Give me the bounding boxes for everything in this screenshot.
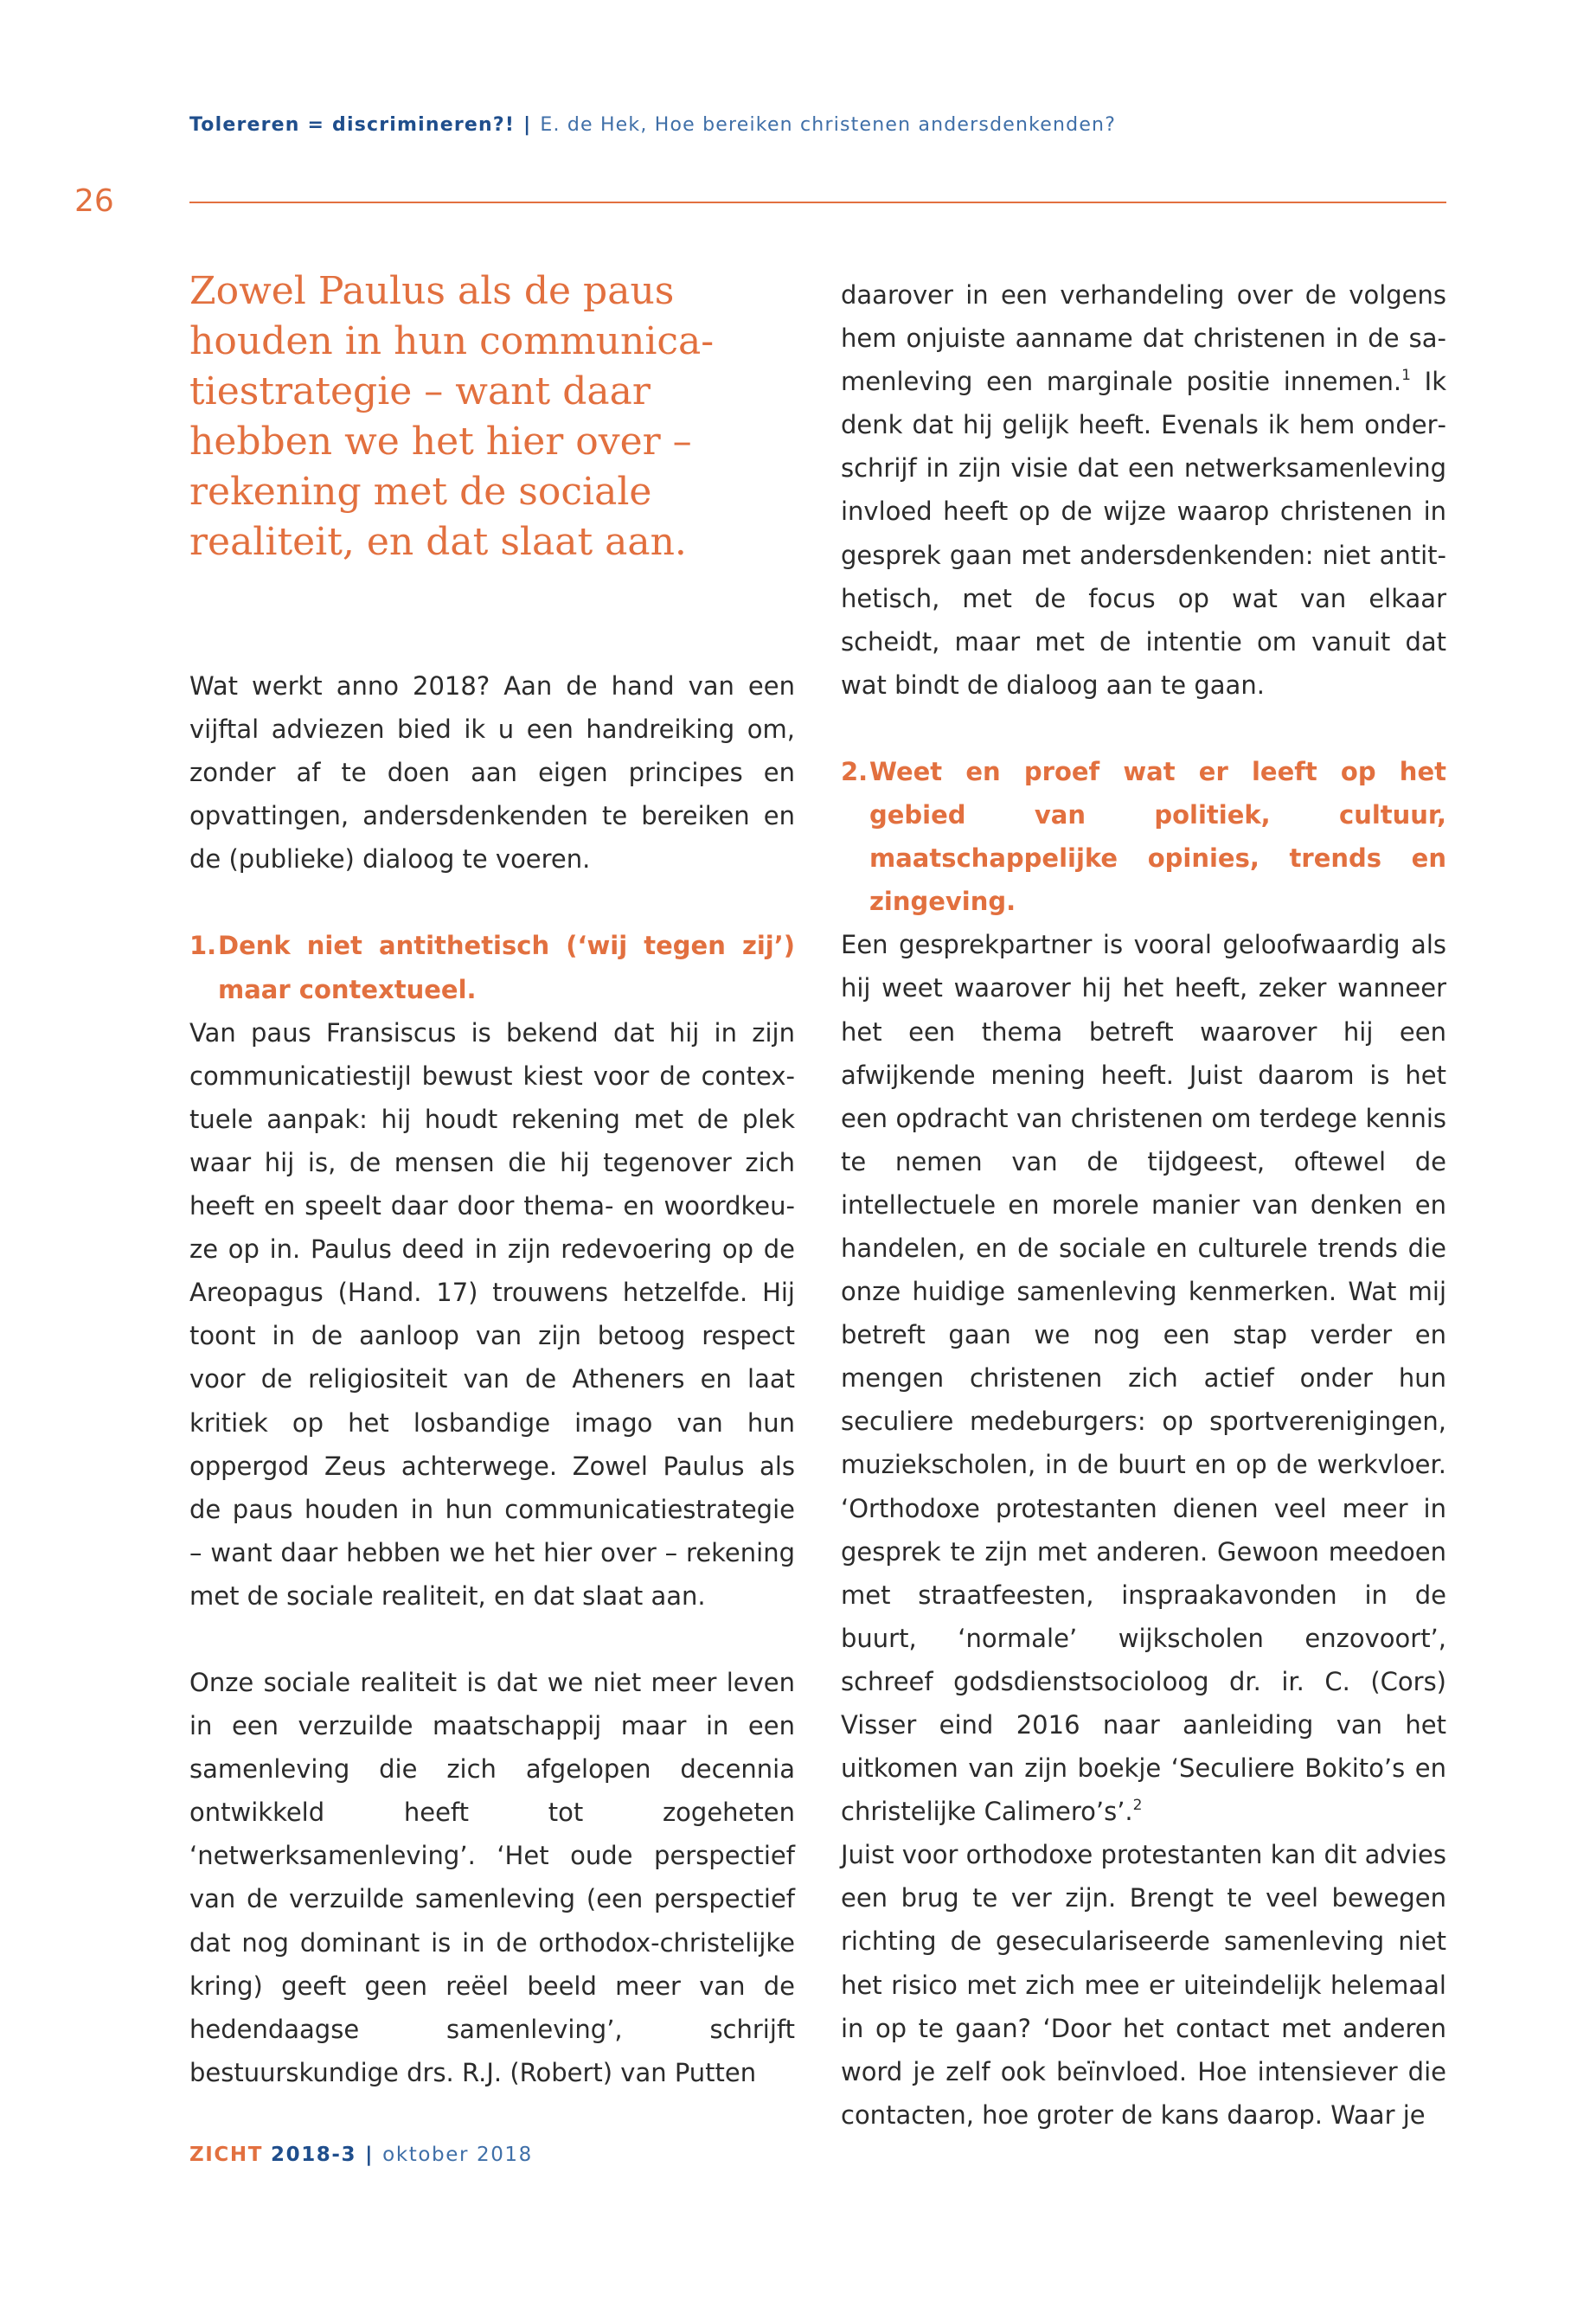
footer-issue: 2018-3 (270, 2144, 357, 2166)
section-1-number: 1. (189, 931, 217, 961)
page-number: 26 (74, 183, 114, 219)
social-reality-paragraph: Onze sociale realiteit is dat we niet meer leven in een verzuilde maatschappij maar in een samenleving die zich afgelopen decennia ontwikkeld heeft tot zogeheten ‘netwerksamenleving’. ‘Het oude perspectief van de verzuilde samenleving (een perspectief dat nog dominant is in de orthodox-christelijke kring) geeft geen reëel beeld meer van de hedendaagse samenleving’, schrijft bestuurskundige drs. R.J. (Robert) van Putten (189, 1667, 795, 2087)
continuation-paragraph (841, 273, 1446, 707)
footer (189, 2144, 533, 2166)
running-head-separator: | (523, 114, 532, 136)
section-2-heading (841, 750, 1446, 923)
footer-separator: | (365, 2144, 375, 2166)
footnote-2-marker: 2 (1132, 1797, 1143, 1815)
section-1-heading (189, 924, 795, 1010)
final-paragraph: Juist voor orthodoxe protestanten kan dit advies een brug te ver zijn. Brengt te veel bewegen richting de geseculariseerde samenleving niet het risico met zich mee er uiteindelijk helemaal in op te gaan? ‘Door het contact met anderen word je zelf ook beïnvloed. Hoe intensiever die contacten, hoe groter de kans daarop. Waar je (841, 1840, 1446, 2130)
footer-magazine: ZICHT (189, 2144, 264, 2166)
running-head-author: E. de Hek, Hoe bereiken christenen andersdenkenden? (540, 114, 1117, 136)
footer-date: oktober 2018 (382, 2144, 533, 2166)
header-divider (189, 202, 1446, 203)
running-head (189, 114, 1116, 136)
continuation-tail-text: Ik denk dat hij gelijk heeft. Evenals ik hem onderschrijf in zijn visie dat een netwerksamenleving invloed heeft op de wijze waarop christenen in gesprek gaan met andersdenkenden: niet antithetisch, met de focus op wat van elkaar scheidt, maar met de intentie om vanuit dat wat bindt de dialoog aan te gaan. (841, 367, 1446, 700)
right-column (841, 273, 1446, 2137)
pull-quote: Zowel Paulus als de paus houden in hun communica- tiestrategie – want daar hebben we het hier over – rekening met de sociale realiteit, en dat slaat aan. (189, 269, 715, 564)
continuation-text: daarover in een verhandeling over de volgens hem onjuiste aanname dat christenen in de samenleving een marginale positie innemen. (841, 280, 1446, 397)
section-1-heading-text: Denk niet antithetisch (‘wij tegen zij’) maar contextueel. (218, 931, 795, 1004)
left-column (189, 664, 795, 2094)
intro-paragraph: Wat werkt anno 2018? Aan de hand van een vijftal adviezen bied ik u een handreiking om, zonder af te doen aan eigen principes en opvattingen, andersdenkenden te bereiken en de (publieke) dialoog te voeren. (189, 671, 795, 875)
section-2-body (841, 923, 1446, 1833)
section-2-heading-text: Weet en proef wat er leeft op het gebied van politiek, cultuur, maatschappelijke opinies, trends en zingeving. (869, 756, 1446, 917)
section-1-body: Van paus Fransiscus is bekend dat hij in zijn communicatiestijl bewust kiest voor de contextuele aanpak: hij houdt rekening met de plek waar hij is, de mensen die hij tegenover zich heeft en speelt daar door thema- en woordkeuze op in. Paulus deed in zijn redevoering op de Areopagus (Hand. 17) trouwens hetzelfde. Hij toont in de aanloop van zijn betoog respect voor de religiositeit van de Atheners en laat kritiek op het losbandige imago van hun oppergod Zeus achterwege. Zowel Paulus als de paus houden in hun communicatiestrategie – want daar hebben we het hier over – rekening met de sociale realiteit, en dat slaat aan. (189, 1017, 795, 1611)
footnote-1-marker: 1 (1401, 367, 1411, 385)
running-head-title: Tolereren = discrimineren?! (189, 114, 516, 136)
section-2-body-text: Een gesprekpartner is vooral geloofwaardig als hij weet waarover hij het heeft, zeker wanneer het een thema betreft waarover hij een afwijkende mening heeft. Juist daarom is het een opdracht van christenen om terdege kennis te nemen van de tijdgeest, oftewel de intellectuele en morele manier van denken en handelen, en de sociale en culturele trends die onze huidige samenleving kenmerken. Wat mij betreft gaan we nog een stap verder en mengen christenen zich actief onder hun seculiere medeburgers: op sportverenigingen, muziekscholen, in de buurt en op de werkvloer. ‘Orthodoxe protestanten dienen veel meer in gesprek te zijn met anderen. Gewoon meedoen met straatfeesten, inspraakavonden in de buurt, ‘normale’ wijkscholen enzovoort’, schreef godsdienstsocioloog dr. ir. C. (Cors) Visser eind 2016 naar aanleiding van het uitkomen van zijn boekje ‘Seculiere Bokito’s en christelijke Calimero’s’. (841, 930, 1446, 1827)
section-2-number: 2. (841, 756, 869, 786)
